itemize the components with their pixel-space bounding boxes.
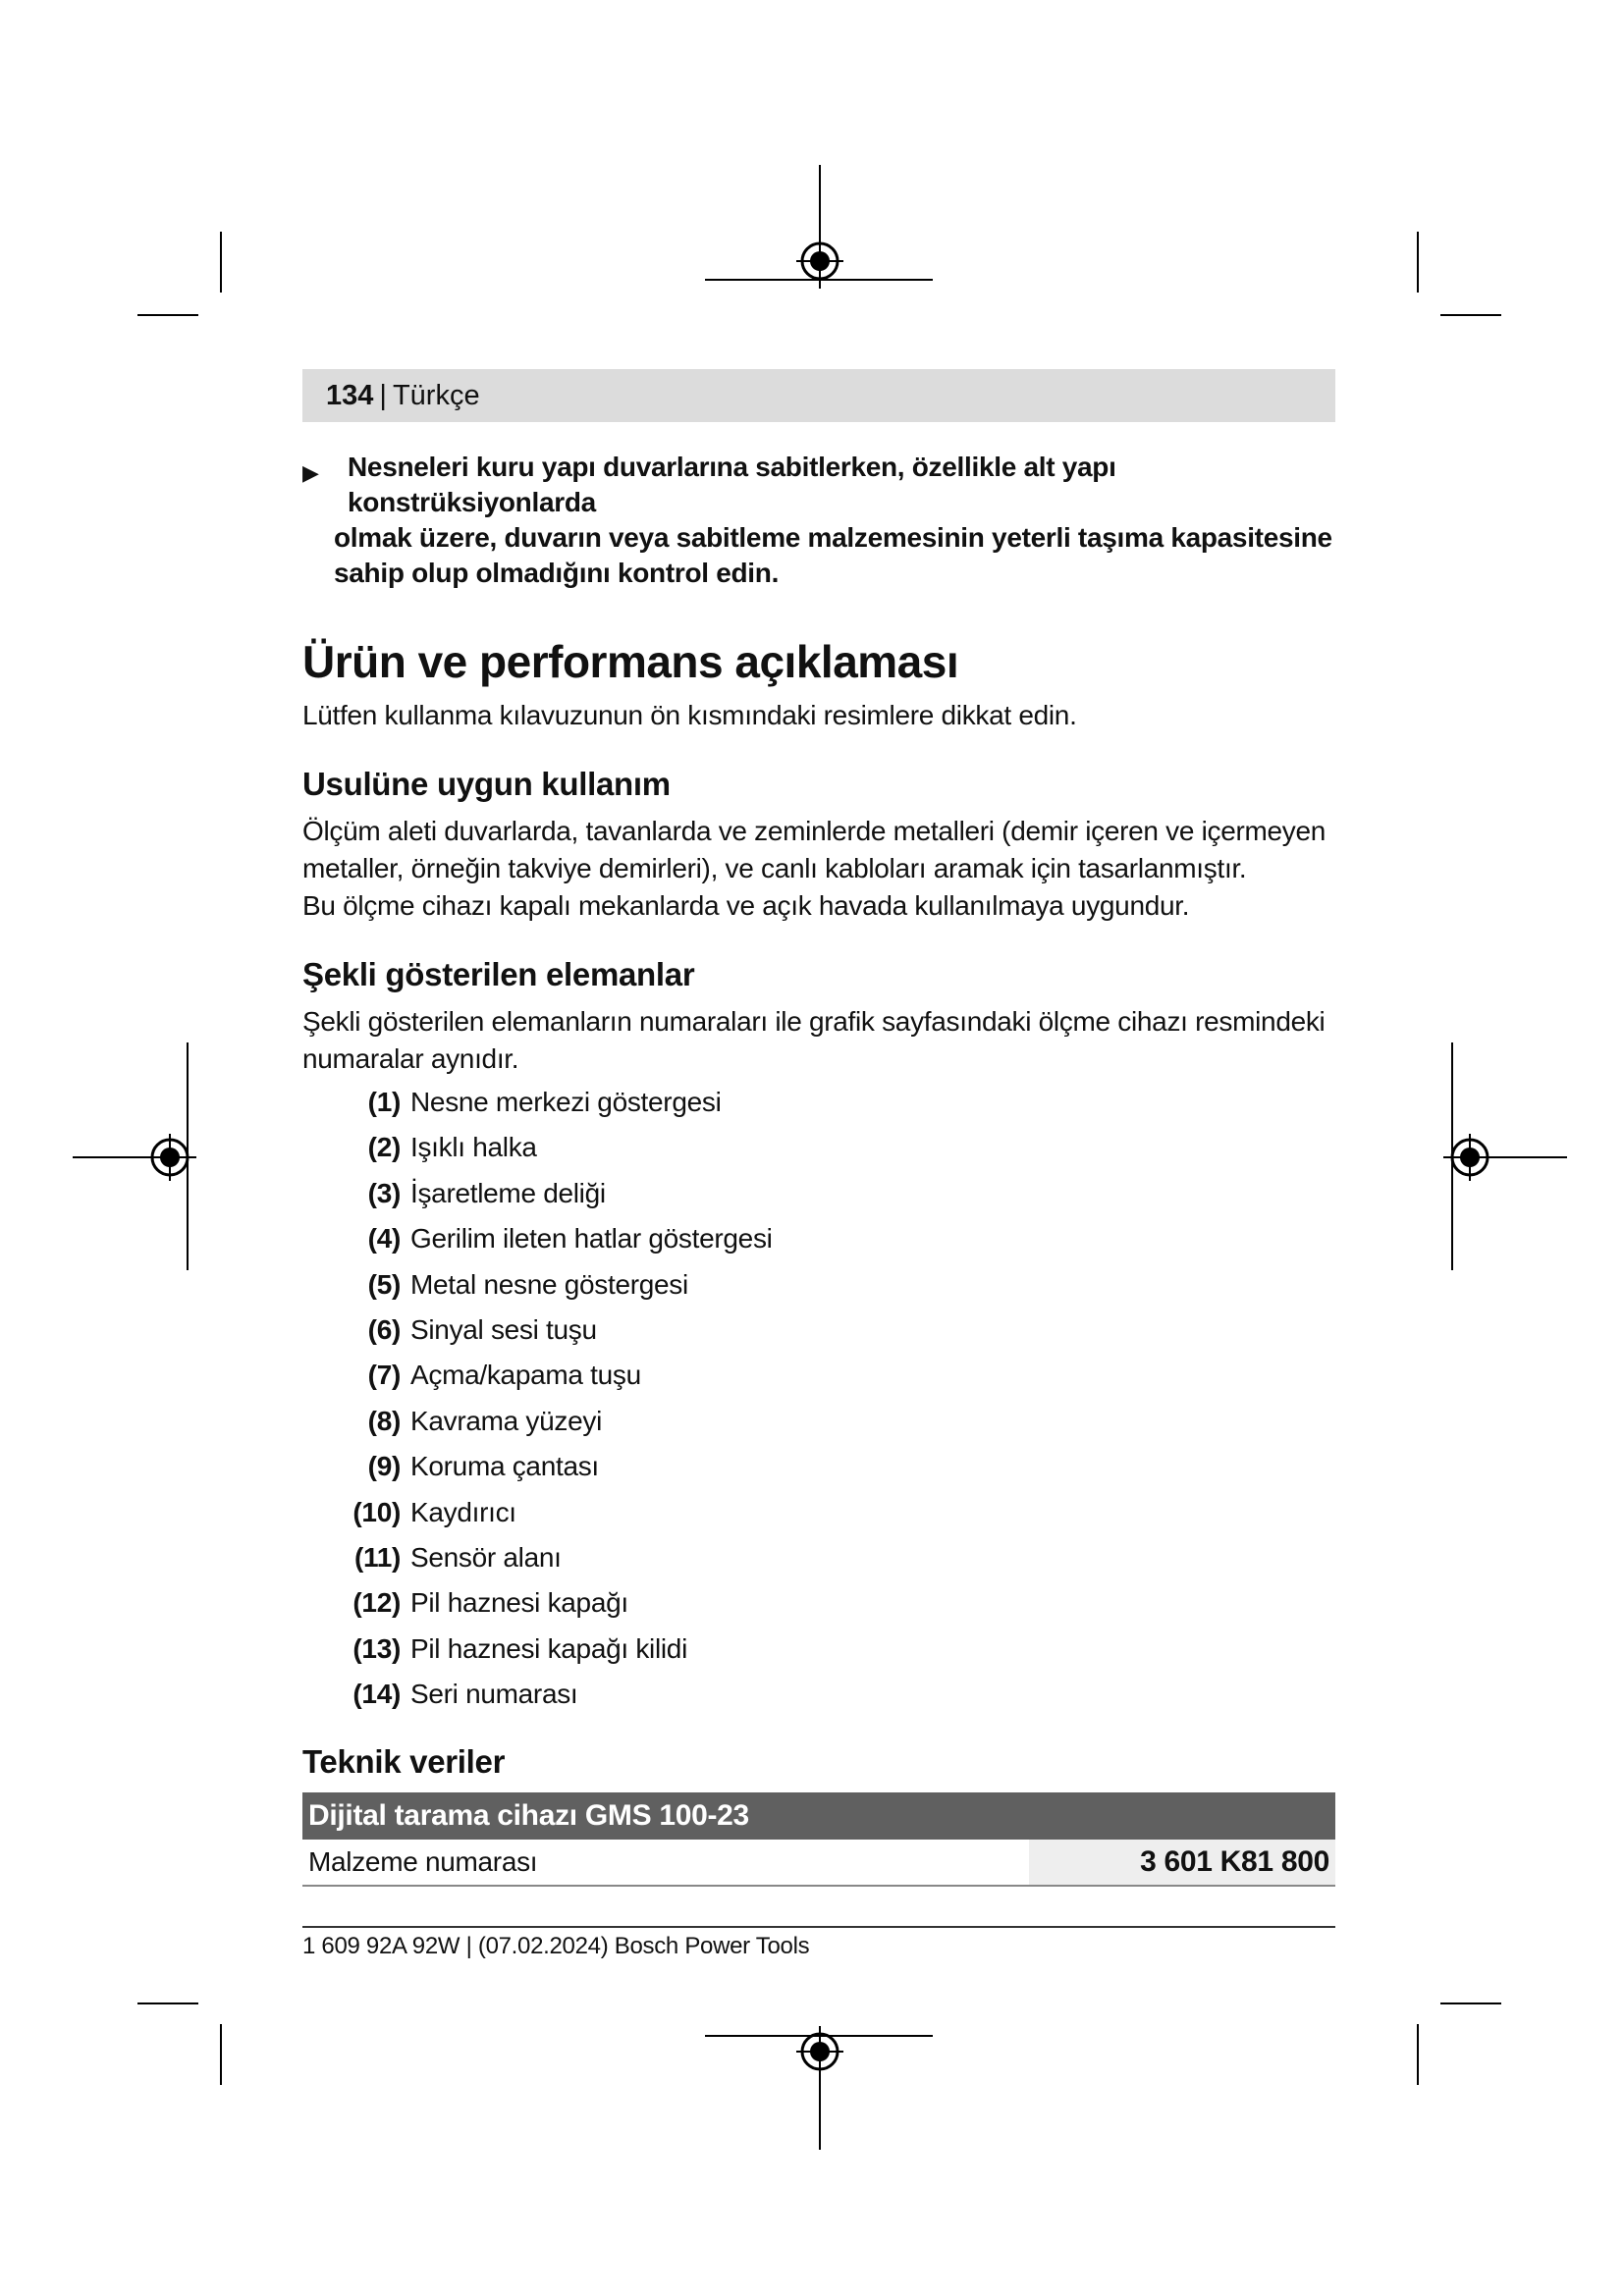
list-item	[302, 1535, 1343, 1580]
tech-row-label: Malzeme numarası	[302, 1840, 1029, 1886]
section-title: Ürün ve performans açıklaması	[302, 636, 959, 687]
list-item	[302, 1353, 1343, 1398]
crop-mark-bottom-left-vertical	[220, 2024, 222, 2085]
component-label: Sensör alanı	[410, 1542, 562, 1574]
table-row	[302, 1840, 1335, 1886]
component-label: Kavrama yüzeyi	[410, 1405, 602, 1436]
warning-line: olmak üzere, duvarın veya sabitleme malzemesinin yeterli taşıma kapasitesine	[334, 522, 1332, 553]
component-number: (3)	[367, 1177, 401, 1208]
component-number: (6)	[367, 1314, 401, 1346]
tech-row-value: 3 601 K81 800	[1029, 1840, 1335, 1886]
list-item	[302, 1490, 1343, 1535]
crop-mark-bottom-left-horizontal	[137, 2002, 198, 2004]
list-item	[302, 1580, 1343, 1626]
list-item	[302, 1444, 1343, 1489]
tech-table	[302, 1792, 1335, 1887]
component-label: Pil haznesi kapağı kilidi	[410, 1632, 687, 1664]
usage-heading: Usulüne uygun kullanım	[302, 766, 671, 802]
list-item	[302, 1171, 1343, 1216]
header-separator: |	[379, 379, 387, 411]
component-label: Pil haznesi kapağı	[410, 1587, 628, 1619]
header-language: Türkçe	[392, 379, 480, 411]
list-item	[302, 1125, 1343, 1170]
list-item	[302, 1308, 1343, 1353]
registration-target-icon	[1446, 1134, 1493, 1181]
list-item	[302, 1262, 1343, 1308]
component-label: İşaretleme deliği	[410, 1177, 606, 1208]
warning-line: Nesneleri kuru yapı duvarlarına sabitlerken, özellikle alt yapı konstrüksiyonlarda	[348, 452, 1116, 517]
component-label: Sinyal sesi tuşu	[410, 1314, 597, 1346]
section-intro: Lütfen kullanma kılavuzunun ön kısmındaki resimlere dikkat edin.	[302, 700, 1077, 730]
triangle-bullet-icon: ▶	[302, 460, 319, 485]
component-label: Işıklı halka	[410, 1132, 537, 1163]
crop-mark-top-right-vertical	[1417, 232, 1419, 293]
component-label: Koruma çantası	[410, 1451, 599, 1482]
components-list	[302, 1080, 1343, 1718]
component-number: (13)	[352, 1632, 401, 1664]
component-label: Nesne merkezi göstergesi	[410, 1087, 722, 1117]
component-label: Seri numarası	[410, 1679, 578, 1710]
list-item	[302, 1216, 1343, 1261]
warning-line: sahip olup olmadığını kontrol edin.	[334, 558, 780, 588]
component-number: (9)	[367, 1451, 401, 1482]
list-item	[302, 1080, 1343, 1125]
crop-mark-bottom-right-vertical	[1417, 2024, 1419, 2085]
component-label: Kaydırıcı	[410, 1496, 516, 1527]
page-content	[302, 450, 1343, 1887]
usage-line: Bu ölçme cihazı kapalı mekanlarda ve açık havada kullanılmaya uygundur.	[302, 890, 1190, 921]
component-number: (4)	[367, 1223, 401, 1255]
page-number: 134	[326, 379, 374, 411]
registration-target-icon	[796, 238, 843, 285]
footer-text: 1 609 92A 92W | (07.02.2024) Bosch Power Tools	[302, 1933, 810, 1959]
list-item	[302, 1627, 1343, 1672]
component-number: (12)	[352, 1587, 401, 1619]
tech-heading: Teknik veriler	[302, 1742, 506, 1780]
tech-table-header-row	[302, 1792, 1335, 1840]
list-item	[302, 1672, 1343, 1717]
footer-divider	[302, 1926, 1335, 1928]
usage-line: Ölçüm aleti duvarlarda, tavanlarda ve zeminlerde metalleri (demir içeren ve içermeyen	[302, 816, 1326, 846]
crop-mark-top-left-horizontal	[137, 314, 198, 316]
components-intro-line: numaralar aynıdır.	[302, 1043, 519, 1074]
crop-mark-top-right-horizontal	[1440, 314, 1501, 316]
registration-target-icon	[146, 1134, 193, 1181]
components-heading: Şekli gösterilen elemanlar	[302, 956, 695, 992]
tech-table-header: Dijital tarama cihazı GMS 100-23	[302, 1792, 1335, 1840]
component-number: (8)	[367, 1405, 401, 1436]
component-number: (11)	[353, 1542, 401, 1574]
component-number: (2)	[367, 1132, 401, 1163]
registration-target-icon	[796, 2028, 843, 2075]
components-intro-line: Şekli gösterilen elemanların numaraları ile grafik sayfasındaki ölçme cihazı resmindeki	[302, 1006, 1326, 1037]
component-number: (1)	[367, 1087, 401, 1117]
usage-line: metaller, örneğin takviye demirleri), ve canlı kabloları aramak için tasarlanmıştır.	[302, 853, 1247, 883]
component-label: Metal nesne göstergesi	[410, 1268, 688, 1300]
component-number: (7)	[367, 1360, 401, 1391]
crop-mark-top-left-vertical	[220, 232, 222, 293]
list-item	[302, 1399, 1343, 1444]
safety-warning	[302, 450, 1343, 591]
component-number: (5)	[367, 1268, 401, 1300]
component-number: (14)	[352, 1679, 401, 1710]
component-label: Gerilim ileten hatlar göstergesi	[410, 1223, 773, 1255]
page-header	[302, 369, 1335, 422]
component-number: (10)	[352, 1496, 401, 1527]
component-label: Açma/kapama tuşu	[410, 1360, 641, 1391]
crop-mark-bottom-right-horizontal	[1440, 2002, 1501, 2004]
